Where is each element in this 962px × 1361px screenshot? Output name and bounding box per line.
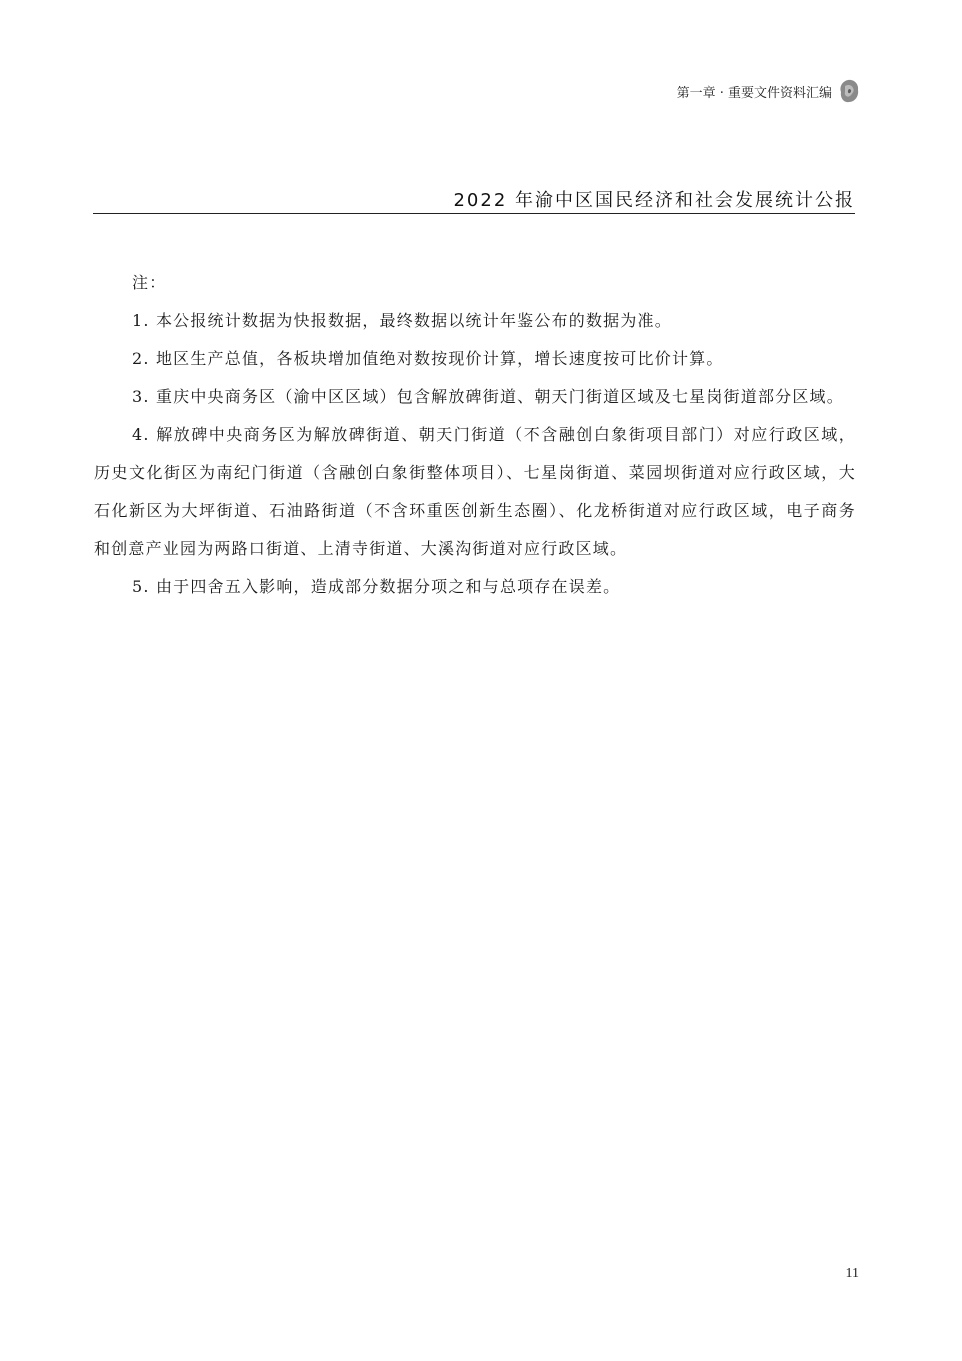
running-header: [677, 78, 860, 104]
note-item-5: 5. 由于四舍五入影响，造成部分数据分项之和与总项存在误差。: [132, 577, 621, 596]
document-title: 2022 年渝中区国民经济和社会发展统计公报: [453, 190, 855, 211]
notes-heading: 注：: [132, 273, 167, 292]
chapter-label: 第一章 · 重要文件资料汇编: [676, 85, 832, 101]
notes-section: [94, 264, 856, 606]
note-item-1: 1. 本公报统计数据为快报数据，最终数据以统计年鉴公布的数据为准。: [132, 311, 672, 330]
title-divider: [93, 213, 855, 214]
page-number: 11: [845, 1266, 859, 1281]
note-item-4: 4. 解放碑中央商务区为解放碑街道、朝天门街道（不含融创白象街项目部门）对应行政区域，历史文化街区为南纪门街道（含融创白象街整体项目）、七星岗街道、菜园坝街道对应行政区域，大石化新区为大坪街道、石油路街道（不含环重医创新生态圈）、化龙桥街道对应行政区域，电子商务和创意产业园为两路口街道、上清寺街道、大溪沟街道对应行政区域。: [94, 425, 856, 558]
note-item-3: 3. 重庆中央商务区（渝中区区域）包含解放碑街道、朝天门街道区域及七星岗街道部分区域。: [132, 387, 844, 406]
ink-mark-icon: [838, 78, 860, 104]
note-item-2: 2. 地区生产总值，各板块增加值绝对数按现价计算，增长速度按可比价计算。: [132, 349, 724, 368]
